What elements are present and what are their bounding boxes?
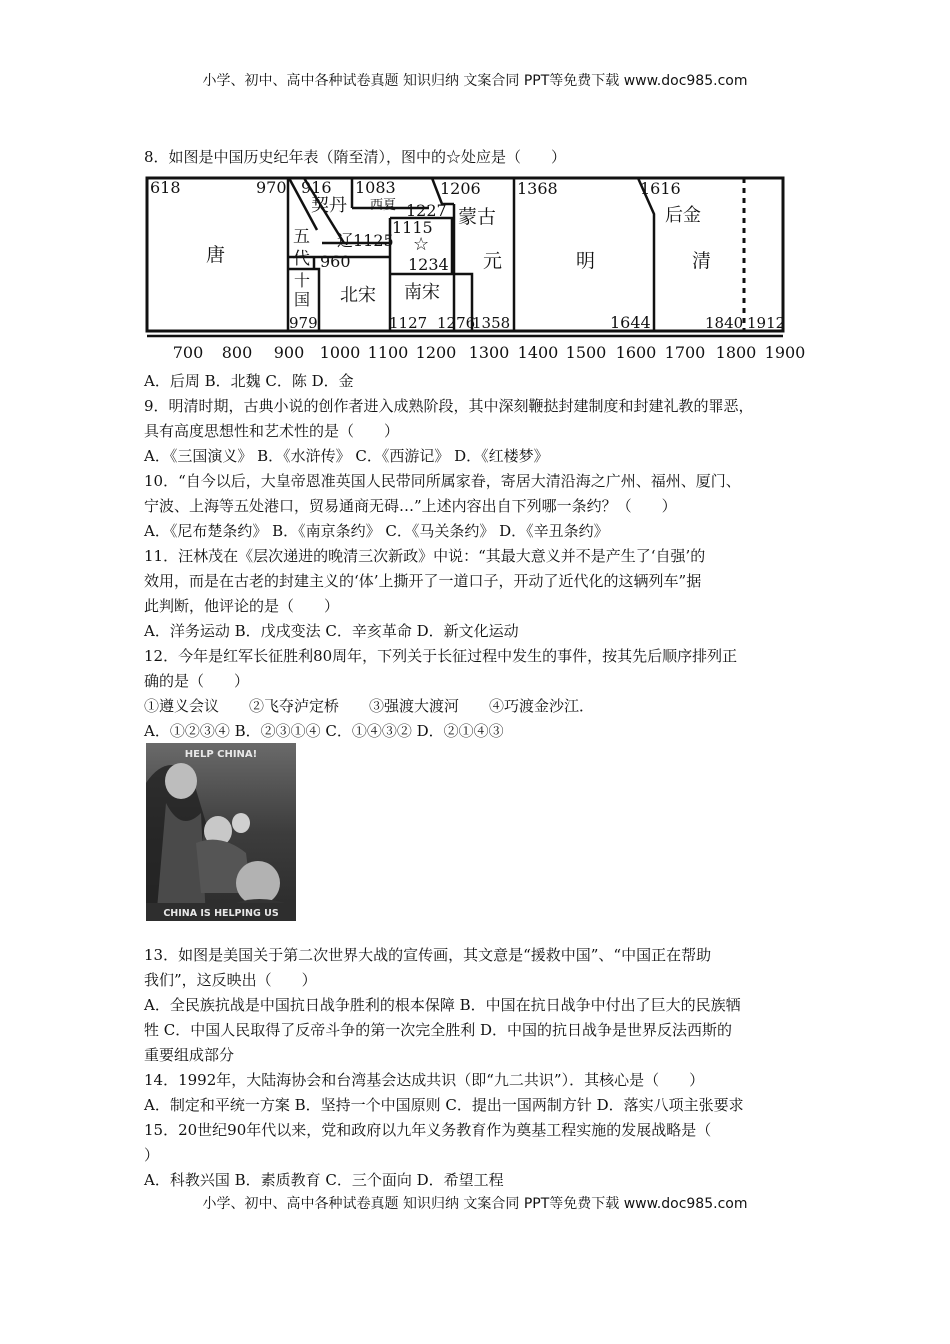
svg-text:1200: 1200 [415, 343, 457, 362]
q11-options: A．洋务运动 B．戊戌变法 C．辛亥革命 D．新文化运动 [144, 622, 519, 640]
q9-options: A．《三国演义》 B．《水浒传》 C．《西游记》 D．《红楼梦》 [144, 447, 549, 465]
tang-start: 618 [150, 178, 181, 197]
liao-label: 辽1125 [337, 231, 394, 250]
year-979: 979 [289, 314, 318, 332]
propaganda-poster-image [146, 743, 296, 921]
year-1115: 1115 [392, 218, 433, 237]
qidan-label: 契丹 [311, 195, 347, 216]
wudai-label-2: 代 [293, 249, 310, 269]
beisong-label: 北宋 [340, 285, 376, 306]
poster-top-text: HELP CHINA! [184, 749, 258, 760]
q11-line-1: 11．汪林茂在《层次递进的晚清三次新政》中说：“其最大意义并不是产生了‘自强’的 [144, 547, 706, 565]
svg-text:1500: 1500 [565, 343, 607, 362]
tang-label: 唐 [206, 244, 226, 266]
q14-options: A．制定和平统一方案 B．坚持一个中国原则 C．提出一国两制方针 D．落实八项主张要求 [144, 1096, 744, 1114]
q13-line-1: 13．如图是美国关于第二次世界大战的宣传画，其文意是“援救中国”、“中国正在帮助 [144, 946, 712, 964]
svg-text:1900: 1900 [764, 343, 806, 362]
svg-text:900: 900 [273, 343, 305, 362]
year-1083: 1083 [355, 178, 396, 197]
q13-line-3: A．全民族抗战是中国抗日战争胜利的根本保障 B．中国在抗日战争中付出了巨大的民族牺 [144, 996, 741, 1014]
xixia-label: 西夏 [370, 198, 397, 213]
q10-options: A．《尼布楚条约》 B．《南京条约》 C．《马关条约》 D．《辛丑条约》 [144, 522, 609, 540]
q12-line-1: 12．今年是红军长征胜利80周年，下列关于长征过程中发生的事件，按其先后顺序排列正 [144, 647, 738, 665]
year-1358: 1358 [472, 314, 511, 332]
q9-line-1: 9．明清时期，古典小说的创作者进入成熟阶段，其中深刻鞭挞封建制度和封建礼教的罪恶， [144, 397, 754, 415]
question-8: 8．如图是中国历史纪年表（隋至清），图中的☆处应是（ ） [144, 148, 567, 166]
svg-text:1400: 1400 [517, 343, 559, 362]
q12-items: ①遵义会议 ②飞夺泸定桥 ③强渡大渡河 ④巧渡金沙江． [144, 697, 595, 715]
q13-line-2: 我们”，这反映出（ ） [144, 971, 317, 989]
year-1234: 1234 [408, 255, 449, 274]
q11-line-3: 此判断，他评论的是（ ） [144, 597, 340, 615]
year-1276: 1276 [437, 314, 476, 332]
year-916: 916 [301, 178, 332, 197]
q15-line-1: 15．20世纪90年代以来，党和政府以九年义务教育作为奠基工程实施的发展战略是（ [144, 1121, 712, 1139]
shiguo-label-1: 十 [294, 271, 311, 290]
tang-end: 970 [256, 178, 287, 197]
svg-text:800: 800 [221, 343, 253, 362]
year-1127: 1127 [389, 314, 428, 332]
poster-bottom-text: CHINA IS HELPING US [163, 908, 279, 919]
ming-label: 明 [576, 250, 596, 272]
yuan-label: 元 [483, 250, 503, 272]
shiguo-label-2: 国 [294, 290, 311, 309]
qing-label: 清 [692, 250, 712, 272]
q14-question: 14．1992年，大陆海协会和台湾基会达成共识（即“九二共识”）．其核心是（ ） [144, 1071, 705, 1089]
year-1912: 1912 [747, 314, 786, 332]
year-1227: 1227 [406, 201, 447, 220]
q10-line-1: 10．“自今以后，大皇帝恩准英国人民带同所属家眷，寄居大清沿海之广州、福州、厦门、 [144, 472, 741, 490]
axis-ticks [173, 343, 806, 362]
svg-text:1600: 1600 [615, 343, 657, 362]
year-1368: 1368 [517, 179, 558, 198]
wudai-label-1: 五 [293, 227, 310, 247]
svg-text:1000: 1000 [319, 343, 361, 362]
year-960: 960 [320, 252, 351, 271]
q10-line-2: 宁波、上海等五处港口，贸易通商无碍…”上述内容出自下列哪一条约？（ ） [144, 497, 677, 515]
timeline-frame [147, 178, 786, 332]
page-footer: 小学、初中、高中各种试卷真题 知识归纳 文案合同 PPT等免费下载 www.doc985.com [202, 1196, 748, 1212]
q15-line-2: ） [144, 1146, 160, 1164]
svg-text:1100: 1100 [367, 343, 409, 362]
q13-line-4: 牲 C．中国人民取得了反帝斗争的第一次完全胜利 D．中国的抗日战争是世界反法西斯的 [144, 1021, 733, 1039]
nansong-label: 南宋 [404, 282, 440, 303]
q12-line-2: 确的是（ ） [144, 672, 250, 690]
year-1840: 1840 [705, 314, 744, 332]
svg-text:1700: 1700 [664, 343, 706, 362]
q15-options: A．科教兴国 B．素质教育 C．三个面向 D．希望工程 [144, 1171, 504, 1189]
year-1644: 1644 [610, 313, 651, 332]
svg-text:1800: 1800 [715, 343, 757, 362]
year-1206: 1206 [440, 179, 481, 198]
ming-qing-divider [638, 178, 654, 331]
page-header: 小学、初中、高中各种试卷真题 知识归纳 文案合同 PPT等免费下载 www.doc985.com [202, 73, 748, 89]
svg-text:700: 700 [172, 343, 204, 362]
houjin-label: 后金 [665, 205, 701, 226]
menggu-label: 蒙古 [458, 206, 497, 228]
q12-options: A．①②③④ B．②③①④ C．①④③② D．②①④③ [144, 722, 504, 740]
year-1616: 1616 [640, 179, 681, 198]
q13-line-5: 重要组成部分 [144, 1046, 235, 1064]
q8-options: A．后周 B．北魏 C．陈 D．金 [144, 372, 354, 390]
star-label: ☆ [413, 234, 430, 255]
q11-line-2: 效用，而是在古老的封建主义的‘体’上撕开了一道口子，开动了近代化的这辆列车”据 [144, 572, 702, 590]
svg-text:1300: 1300 [468, 343, 510, 362]
timeline-chart [144, 174, 806, 364]
q9-line-2: 具有高度思想性和艺术性的是（ ） [144, 422, 400, 440]
